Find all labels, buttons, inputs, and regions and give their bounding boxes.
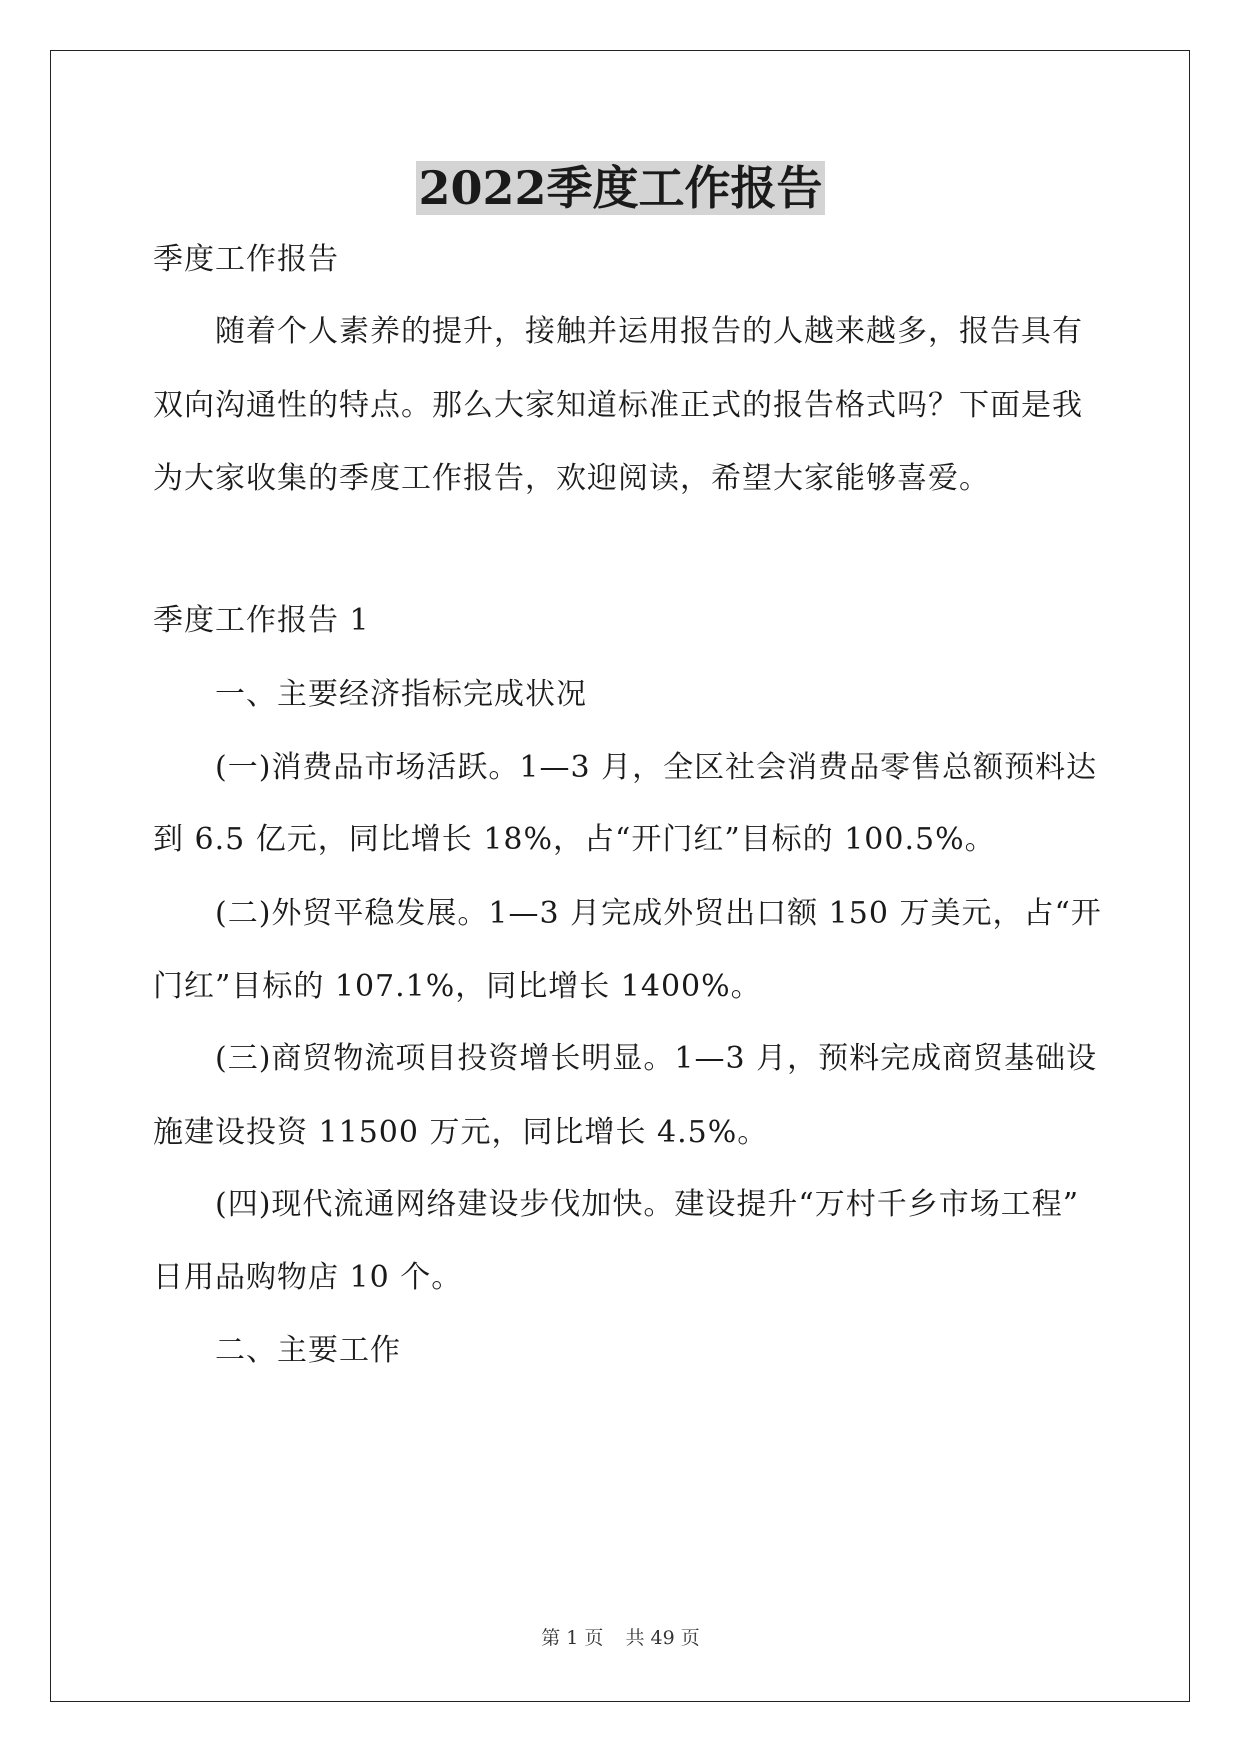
page-number: 第 1 页: [541, 1627, 604, 1649]
paragraph-line: 随着个人素养的提升，接触并运用报告的人越来越多，报告具有: [215, 314, 1083, 349]
document-title-text: 2022季度工作报告: [418, 161, 823, 215]
list-heading: 一、主要经济指标完成状况: [215, 677, 587, 712]
paragraph-line: (二)外贸平稳发展。1—3 月完成外贸出口额 150 万美元，占“开: [215, 896, 1102, 931]
paragraph-line: (四)现代流通网络建设步伐加快。建设提升“万村千乡市场工程”: [215, 1187, 1080, 1222]
page-border: [50, 50, 1190, 1702]
paragraph-line: 双向沟通性的特点。那么大家知道标准正式的报告格式吗？下面是我: [153, 388, 1083, 423]
paragraph-line: 日用品购物店 10 个。: [153, 1260, 463, 1295]
page-footer: [0, 1625, 1241, 1651]
paragraph-line: 门红”目标的 107.1%，同比增长 1400%。: [153, 969, 762, 1004]
paragraph-line: (一)消费品市场活跃。1—3 月，全区社会消费品零售总额预料达: [215, 750, 1098, 785]
document-title: [0, 156, 1241, 220]
paragraph-line: (三)商贸物流项目投资增长明显。1—3 月，预料完成商贸基础设: [215, 1041, 1098, 1076]
paragraph-line: 到 6.5 亿元，同比增长 18%，占“开门红”目标的 100.5%。: [153, 822, 996, 857]
section-heading: 季度工作报告: [153, 242, 339, 277]
paragraph-line: 为大家收集的季度工作报告，欢迎阅读，希望大家能够喜爱。: [153, 461, 990, 496]
list-heading: 二、主要工作: [215, 1333, 401, 1368]
paragraph-line: 施建设投资 11500 万元，同比增长 4.5%。: [153, 1115, 769, 1150]
total-pages: 共 49 页: [625, 1627, 700, 1649]
subsection-heading: 季度工作报告 1: [153, 603, 370, 638]
